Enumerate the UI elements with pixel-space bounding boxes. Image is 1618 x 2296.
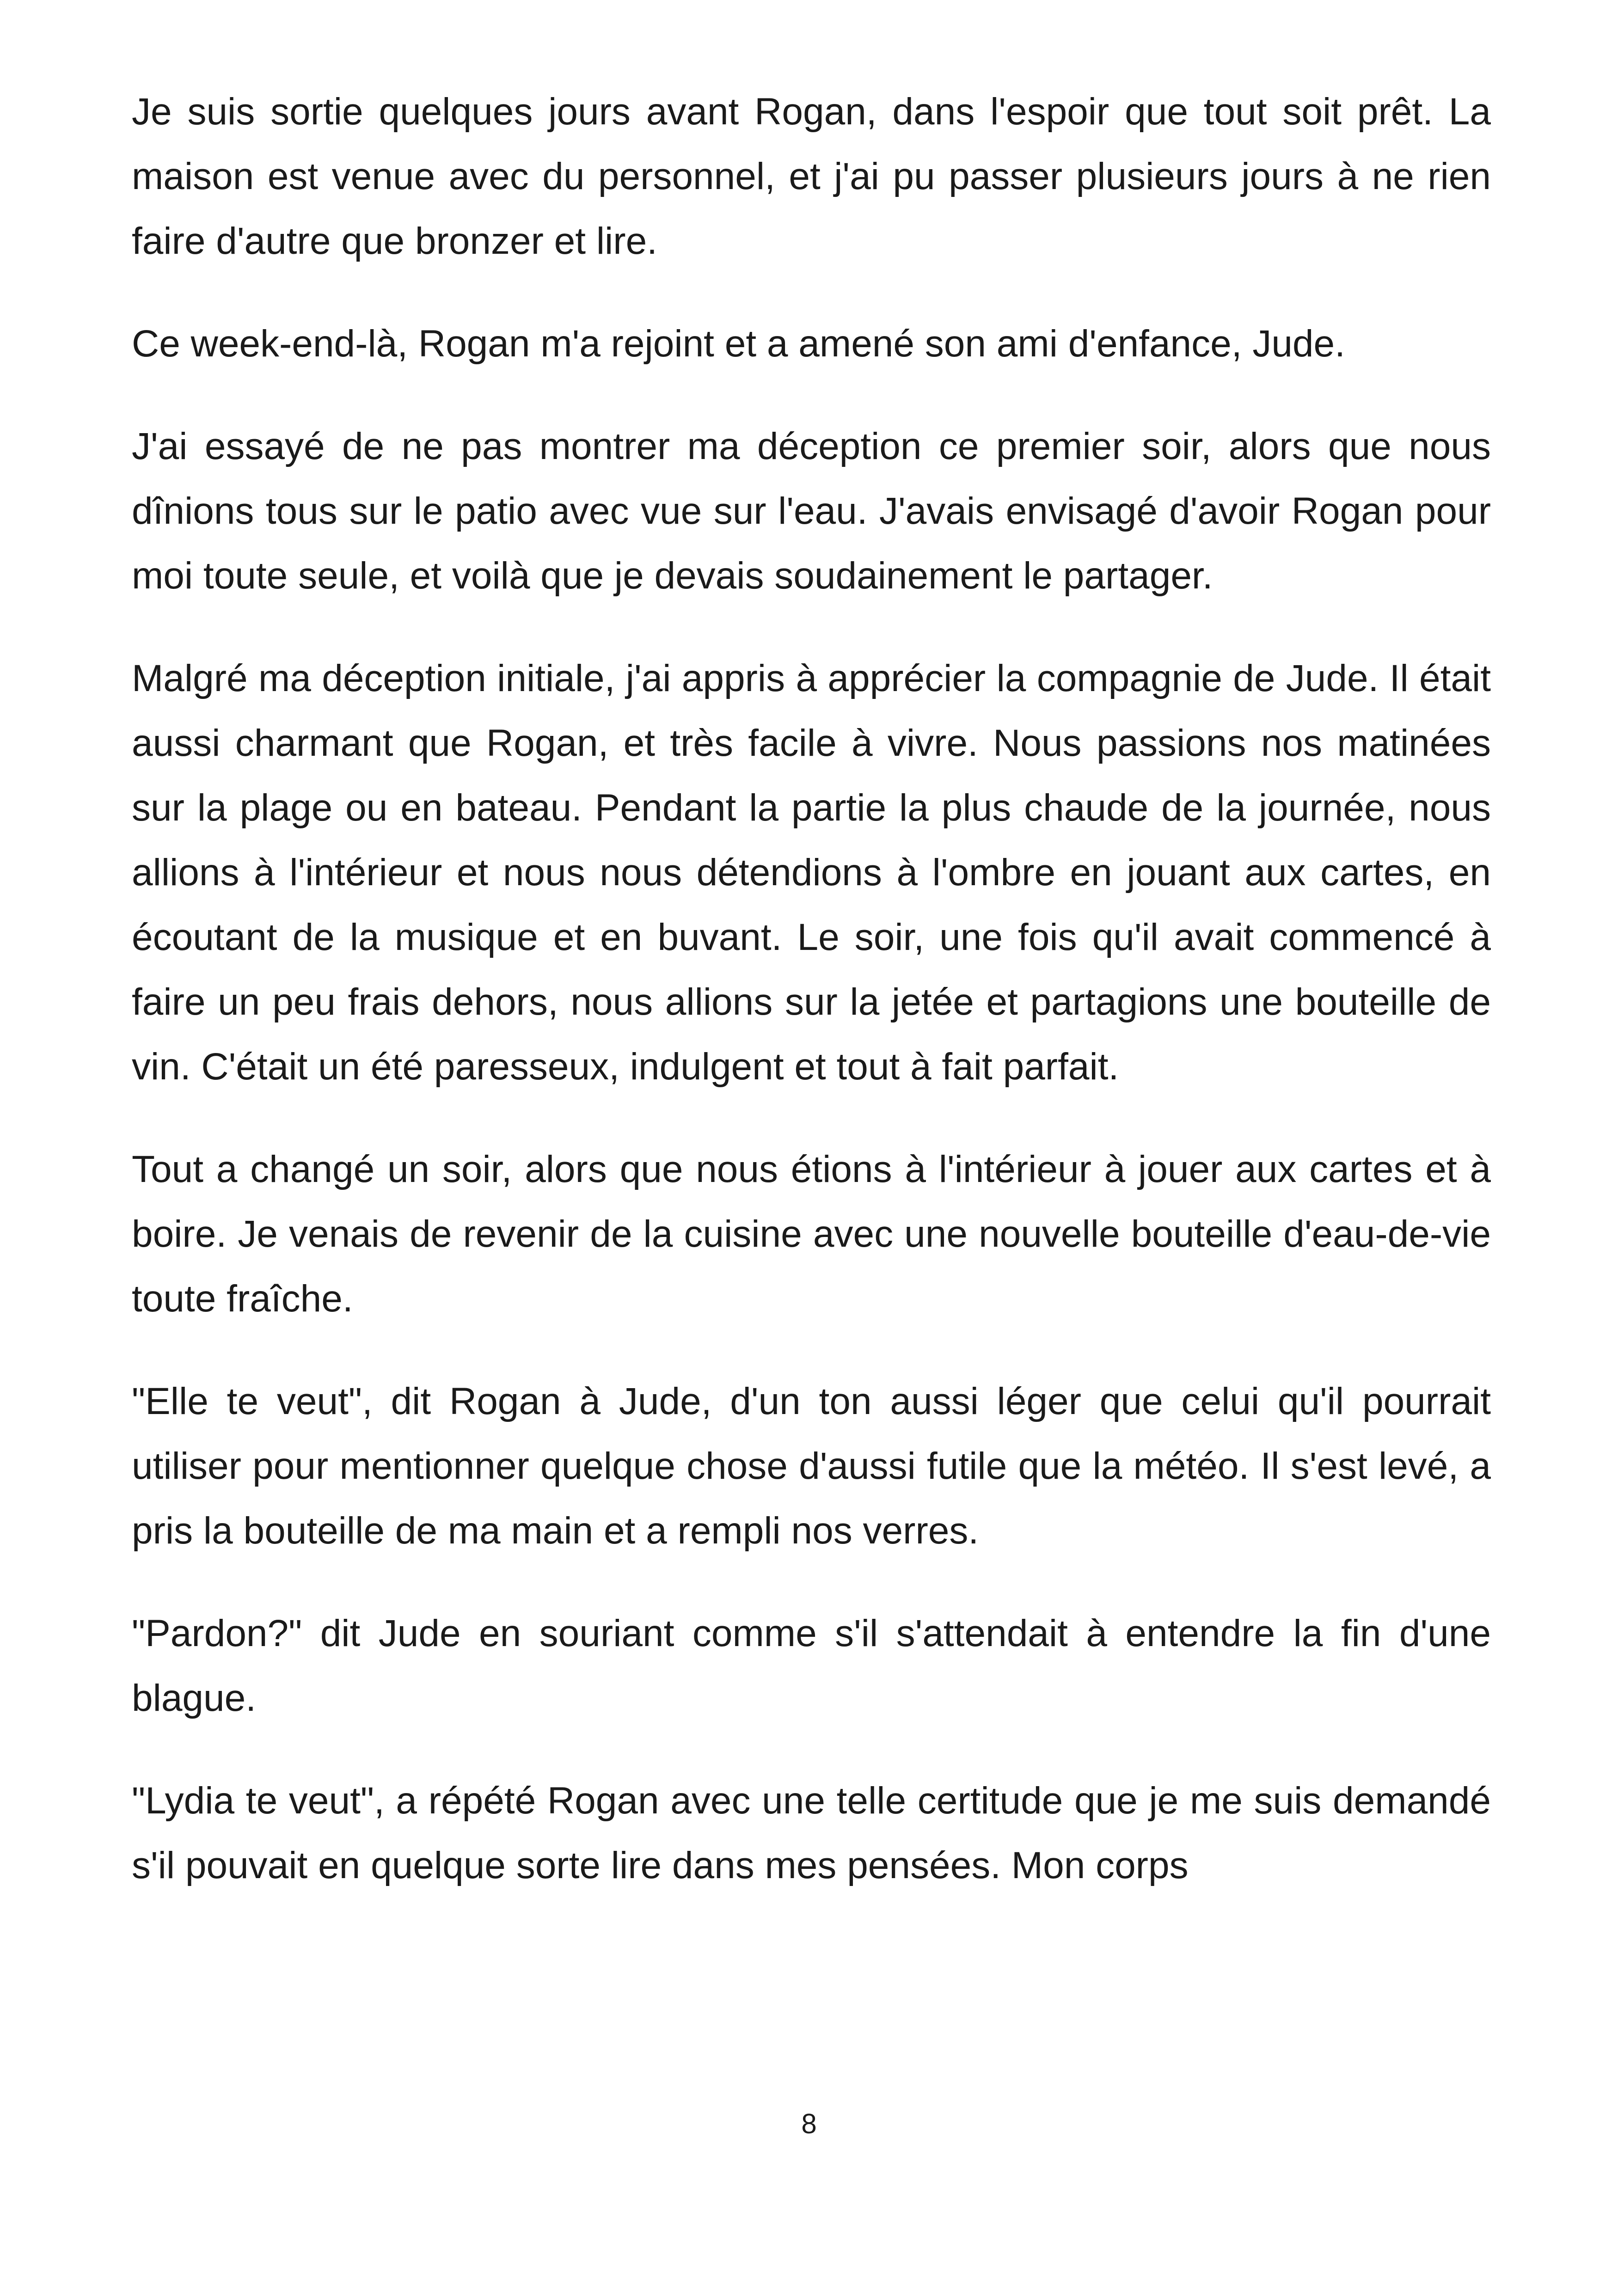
paragraph: Je suis sortie quelques jours avant Rogan, dans l'espoir que tout soit prêt. La maison est venue avec du personnel, et j'ai pu passer plusieurs jours à ne rien faire d'autre que bronzer et lire. [132,91,1491,262]
paragraph: "Pardon?" dit Jude en souriant comme s'il s'attendait à entendre la fin d'une blague. [132,1612,1491,1719]
page-number: 8 [801,2108,817,2139]
body-text [132,80,1491,1898]
paragraph: "Lydia te veut", a répété Rogan avec une telle certitude que je me suis demandé s'il pouvait en quelque sorte lire dans mes pensées. Mon corps [132,1780,1491,1886]
paragraph: Malgré ma déception initiale, j'ai appris à apprécier la compagnie de Jude. Il était aussi charmant que Rogan, et très facile à vivre. Nous passions nos matinées sur la plage ou en bateau. Pendant la partie la plus chaude de la journée, nous allions à l'intérieur et nous nous détendions à l'ombre en jouant aux cartes, en écoutant de la musique et en buvant. Le soir, une fois qu'il avait commencé à faire un peu frais dehors, nous allions sur la jetée et partagions une bouteille de vin. C'était un été paresseux, indulgent et tout à fait parfait. [132,657,1491,1088]
paragraph: Ce week-end-là, Rogan m'a rejoint et a amené son ami d'enfance, Jude. [132,323,1345,365]
paragraph: Tout a changé un soir, alors que nous étions à l'intérieur à jouer aux cartes et à boire. Je venais de revenir de la cuisine avec une nouvelle bouteille d'eau-de-vie toute fraîche. [132,1148,1491,1320]
paragraph: "Elle te veut", dit Rogan à Jude, d'un ton aussi léger que celui qu'il pourrait utiliser pour mentionner quelque chose d'aussi futile que la météo. Il s'est levé, a pris la bouteille de ma main et a rempli nos verres. [132,1380,1491,1552]
paragraph: J'ai essayé de ne pas montrer ma déception ce premier soir, alors que nous dînions tous sur le patio avec vue sur l'eau. J'avais envisagé d'avoir Rogan pour moi toute seule, et voilà que je devais soudainement le partager. [132,425,1491,597]
